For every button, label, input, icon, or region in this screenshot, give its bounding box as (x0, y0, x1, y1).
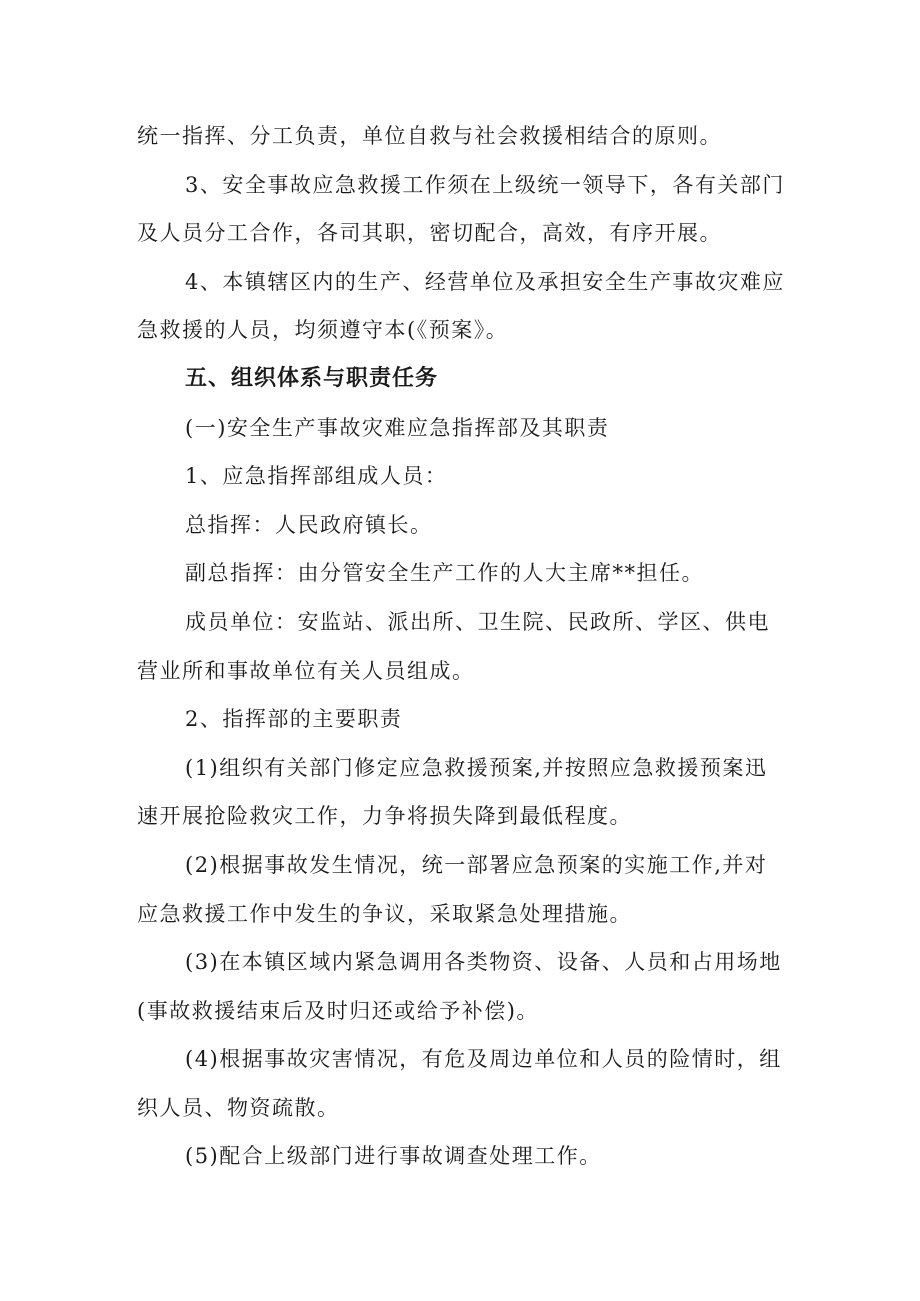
text-line: 成员单位：安监站、派出所、卫生院、民政所、学区、供电 (185, 609, 770, 634)
text-line: 统一指挥、分工负责，单位自救与社会救援相结合的原则。 (137, 124, 722, 148)
text-line: (1)组织有关部门修定应急救援预案,并按照应急救援预案迅 (185, 755, 768, 780)
document-body (137, 112, 797, 1181)
text-line: (事故救援结束后及时归还或给予补偿)。 (137, 998, 539, 1023)
subsection-heading: (一)安全生产事故灾难应急指挥部及其职责 (185, 415, 610, 440)
text-line: 速开展抢险救灾工作，力争将损失降到最低程度。 (137, 804, 632, 829)
text-line: 织人员、物资疏散。 (137, 1095, 340, 1120)
text-line: (2)根据事故发生情况，统一部署应急预案的实施工作,并对 (185, 852, 768, 877)
text-line: (3)在本镇区域内紧急调用各类物资、设备、人员和占用场地 (185, 950, 782, 975)
text-line: 2、指挥部的主要职责 (185, 707, 403, 732)
text-line: 及人员分工合作，各司其职，密切配合，高效，有序开展。 (137, 221, 722, 246)
text-line: (4)根据事故灾害情况，有危及周边单位和人员的险情时，组 (185, 1047, 782, 1072)
text-line: 副总指挥：由分管安全生产工作的人大主席**担任。 (185, 561, 704, 586)
text-line: 4、本镇辖区内的生产、经营单位及承担安全生产事故灾难应 (185, 269, 785, 294)
text-line: 急救援的人员，均须遵守本(《预案》。 (137, 318, 509, 343)
text-line: 营业所和事故单位有关人员组成。 (137, 658, 475, 683)
text-line: 1、应急指挥部组成人员： (185, 464, 448, 489)
text-line: 总指挥：人民政府镇长。 (185, 512, 433, 537)
text-line: 3、安全事故应急救援工作须在上级统一领导下，各有关部门 (185, 172, 785, 197)
text-line: (5)配合上级部门进行事故调查处理工作。 (185, 1144, 602, 1169)
section-heading: 五、组织体系与职责任务 (185, 365, 439, 391)
text-line: 应急救援工作中发生的争议，采取紧急处理措施。 (137, 901, 632, 926)
